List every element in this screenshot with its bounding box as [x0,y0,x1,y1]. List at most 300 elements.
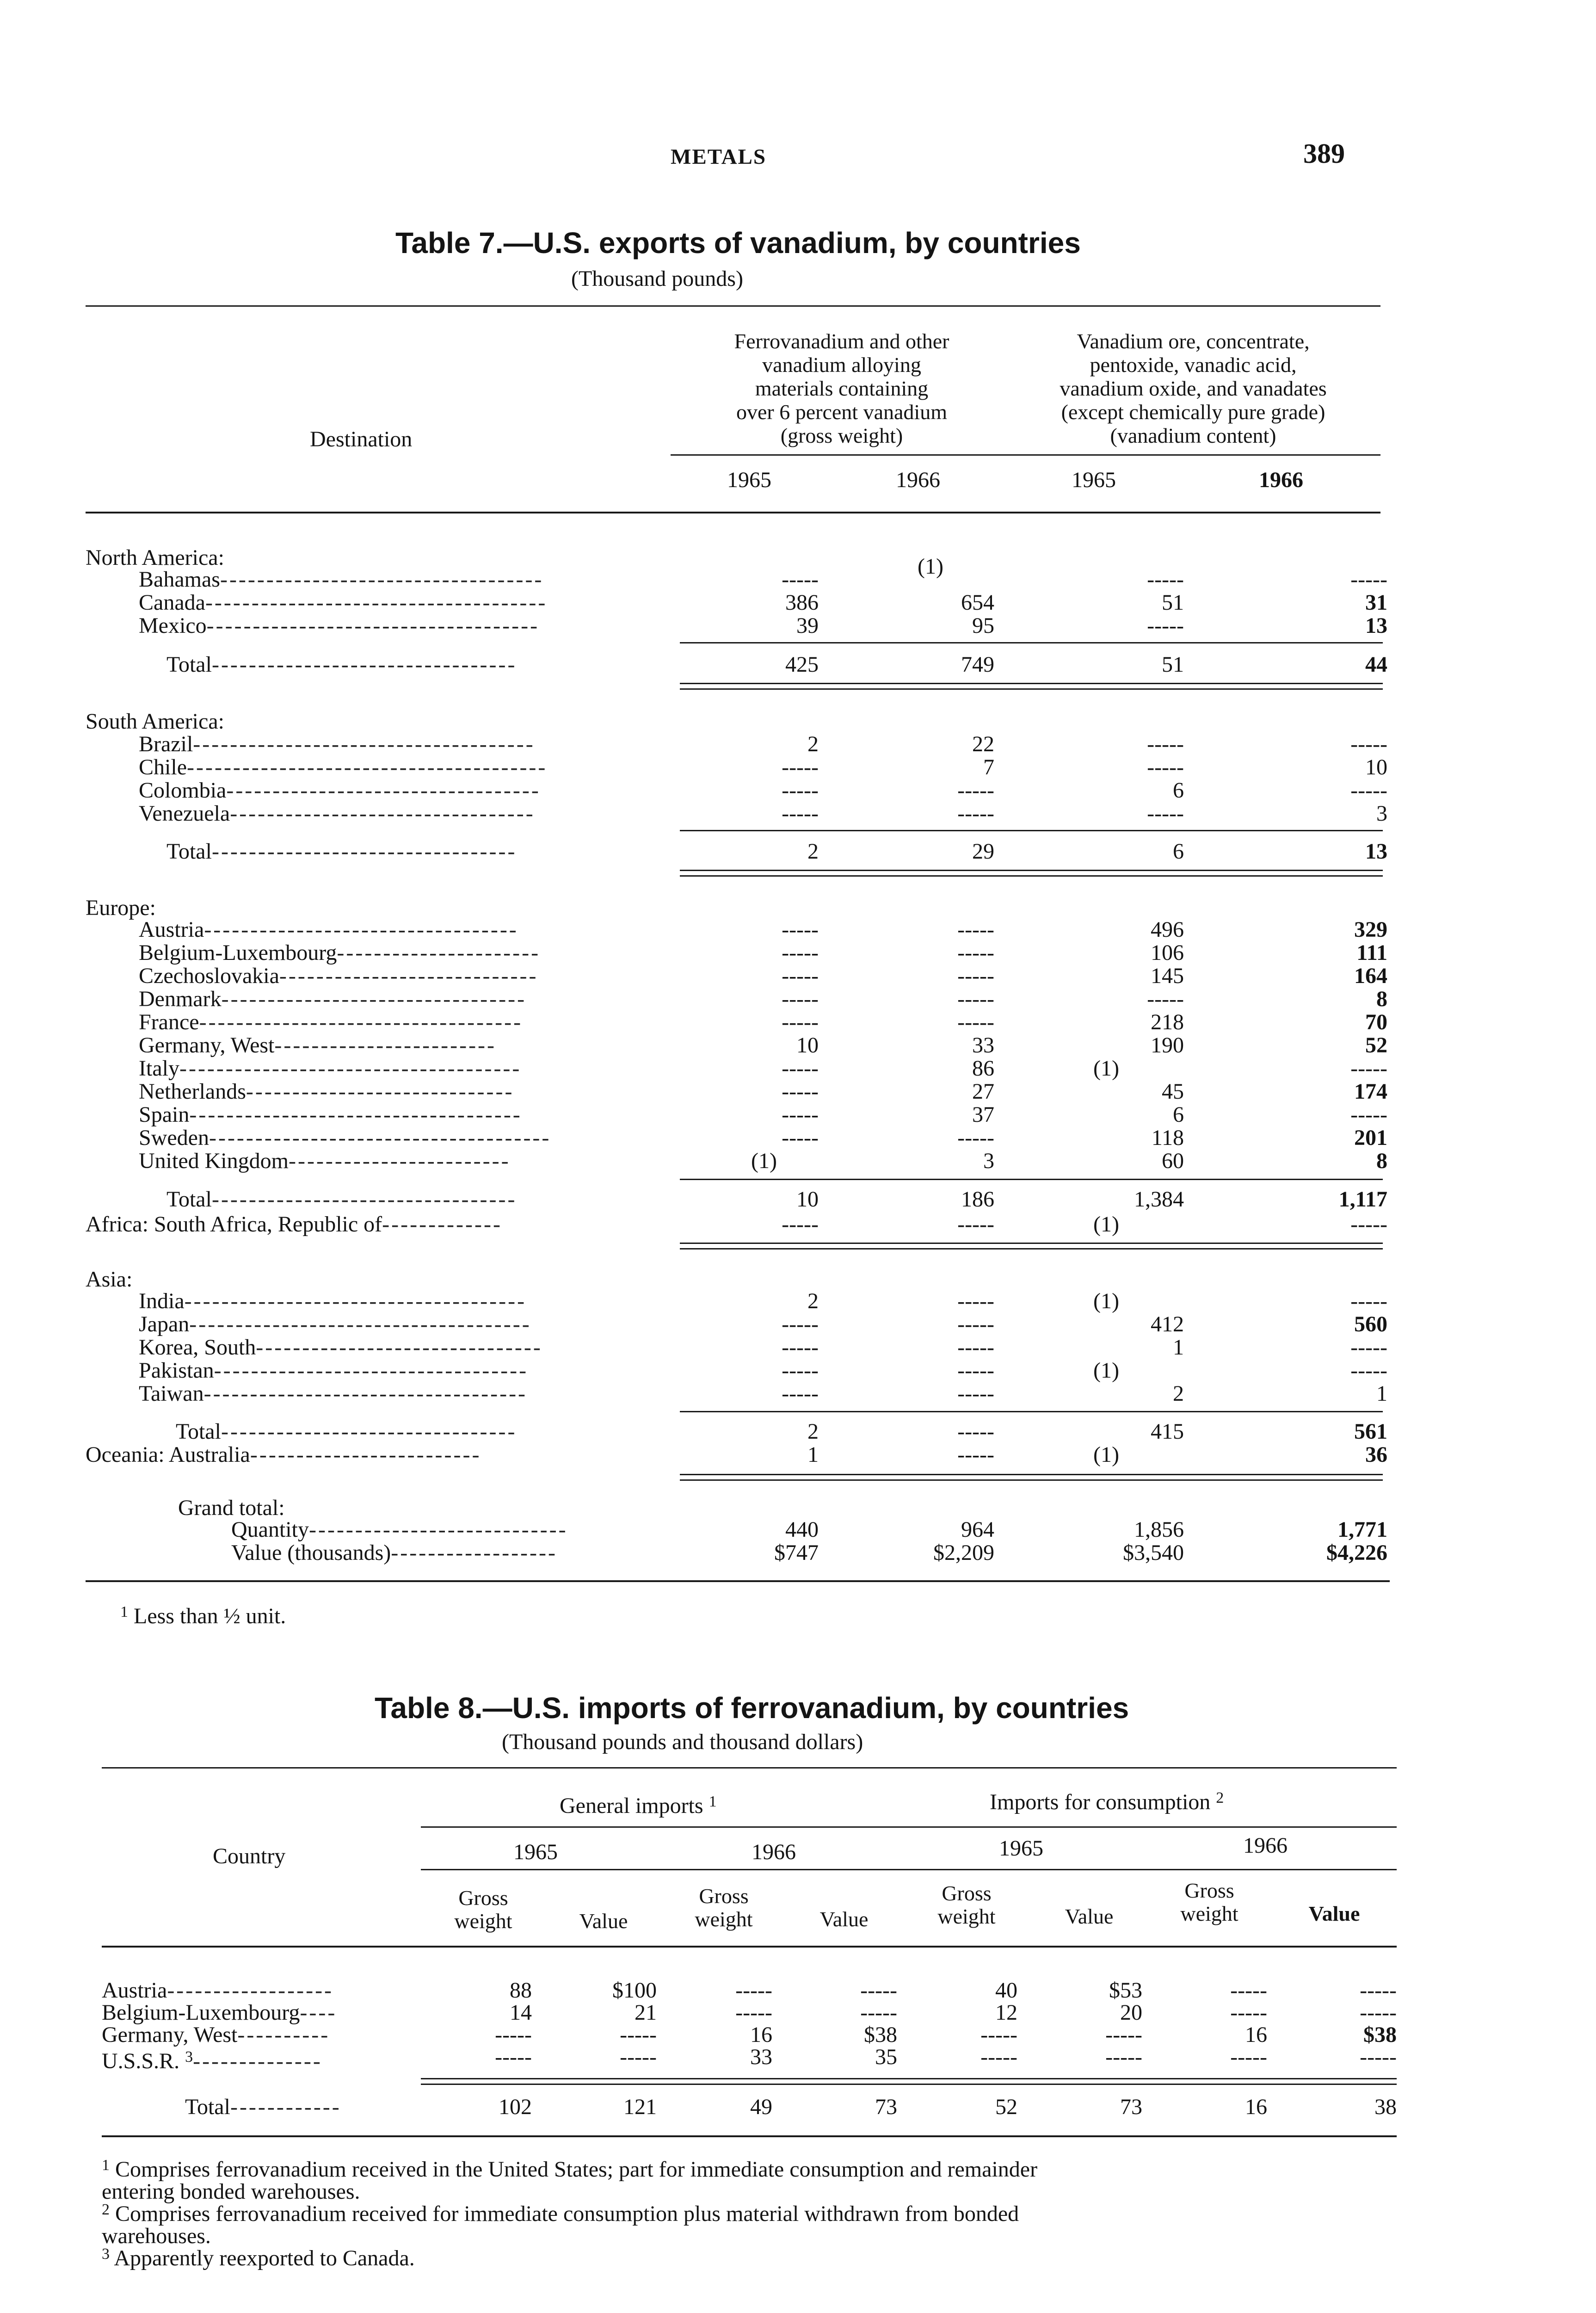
cell: ----- [495,2022,532,2047]
table-row: Italy------------------------------------- ----- 86 (1) ----- [139,1056,1387,1081]
cell: (1) [918,554,943,579]
cell: ----- [1147,613,1184,638]
cell: ----- [1105,2045,1142,2069]
table7-destination-header: Destination [310,427,413,451]
row-label: Belgium-Luxembourg [139,940,337,965]
col-group-2-line: (except chemically pure grade) [1061,400,1325,424]
gross-weight-line: weight [695,1907,753,1931]
cell: ----- [782,917,819,942]
row-label: Belgium-Luxembourg [102,2000,300,2025]
gross-weight-line: weight [454,1909,512,1933]
cell: ----- [1350,732,1387,756]
total-row: Total--------------------------------- 425 749 51 44 [166,652,1387,677]
col-group-1-line: vanadium alloying [762,353,921,377]
row-label: Total [166,652,212,677]
cell: ----- [957,940,994,965]
table-row: Africa: South Africa, Republic of------------- ----- ----- (1) ----- [86,1212,1387,1237]
cell: 21 [635,2000,657,2025]
cell: $2,209 [933,1540,994,1565]
cell: (1) [1093,1358,1119,1383]
cell: $4,226 [1326,1540,1387,1565]
total-rule [680,688,1383,690]
cell: 164 [1354,964,1387,988]
table8-footnote [102,2201,1019,2226]
row-label: Value (thousands) [231,1540,391,1565]
region-label: Asia: [86,1267,133,1292]
row-label: France [139,1010,199,1034]
cell: ----- [957,1289,994,1313]
total-row: Total--------------------------------- 10 186 1,384 1,117 [166,1187,1387,1212]
region-label: South America: [86,709,224,734]
cell: 1 [807,1442,819,1467]
cell: ----- [1147,801,1184,826]
gross-weight-header [927,1882,1006,1928]
cell: 412 [1151,1312,1184,1336]
col-group-2-line: (vanadium content) [1110,424,1276,447]
row-label: Total [185,2095,230,2119]
row-label: Sweden [139,1126,209,1150]
table-row: Germany, West---------- ----- ----- 16 $38 ----- ----- 16 $38 [102,2022,1397,2047]
col-group-1-line: materials containing [755,377,929,400]
table-row: Netherlands----------------------------- ----- 27 45 174 [139,1079,1387,1104]
cell: 44 [1365,652,1387,677]
cell: (1) [1093,1442,1119,1467]
table-row: Sweden------------------------------------- ----- ----- 118 201 [139,1126,1387,1150]
cell: 2 [807,732,819,756]
table-row: France----------------------------------- ----- ----- 218 70 [139,1010,1387,1034]
cell: ----- [782,964,819,988]
table-row: Chile--------------------------------------- ----- 7 ----- 10 [139,755,1387,779]
row-label: Denmark [139,987,222,1011]
table-row: Spain------------------------------------ ----- 37 6 ----- [139,1102,1387,1127]
value-header: Value [1308,1902,1360,1925]
cell: 425 [785,652,819,677]
cell: $100 [612,1978,657,2003]
table8-group-rule [421,1826,1397,1828]
total-rule [680,875,1383,877]
cell: 29 [972,839,994,864]
row-label: Germany, West [139,1033,275,1058]
cell: ----- [860,1978,897,2003]
row-label: United Kingdom [139,1149,289,1173]
cell: ----- [1147,987,1184,1011]
cell: 3 [983,1149,994,1173]
table7-year-rule [671,454,1380,456]
row-label: Mexico [139,613,207,638]
cell: 27 [972,1079,994,1104]
total-rule [680,683,1383,684]
cell: 22 [972,732,994,756]
row-label: Bahamas [139,567,220,592]
cell: 51 [1162,652,1184,677]
value-header: Value [579,1909,628,1933]
row-label: Colombia [139,778,227,803]
cell: ----- [782,1312,819,1336]
cell: $38 [864,2022,897,2047]
cell: ----- [782,1358,819,1383]
cell: ----- [782,987,819,1011]
cell: (1) [751,1149,777,1173]
total-row: Total-------------------------------- 2 ----- 415 561 [176,1419,1387,1444]
total-rule [680,1243,1383,1244]
cell: 13 [1365,839,1387,864]
grand-total-row: Quantity---------------------------- 440 964 1,856 1,771 [231,1517,1387,1542]
cell: ----- [957,801,994,826]
cell: 13 [1365,613,1387,638]
col-group-2-line: pentoxide, vanadic acid, [1090,353,1297,377]
cell: 6 [1173,778,1184,803]
cell: 16 [1245,2022,1267,2047]
table-row: Austria------------------ 88 $100 ----- ----- 40 $53 ----- ----- [102,1978,1397,2003]
table-row: Japan------------------------------------- ----- ----- 412 560 [139,1312,1387,1336]
cell: ----- [1360,2000,1397,2025]
cell: ----- [1147,567,1184,592]
cell: ----- [782,755,819,779]
cell: 174 [1354,1079,1387,1104]
cell: 749 [961,652,994,677]
cell: 1,117 [1338,1187,1387,1212]
cell: ----- [957,1312,994,1336]
row-label: Germany, West [102,2022,238,2047]
total-rule [680,1474,1383,1475]
grand-total-label: Grand total: [178,1496,285,1520]
general-imports-header [560,1793,717,1818]
cell: 86 [972,1056,994,1081]
cell: 20 [1120,2000,1142,2025]
row-label: Austria [139,917,204,942]
cell: ----- [957,1126,994,1150]
table7-title: Table 7.—U.S. exports of vanadium, by countries [395,226,1081,260]
cell: $3,540 [1123,1540,1184,1565]
table-row: U.S.S.R. $^3$-------------- ----- ----- 33 35 ----- ----- ----- ----- [102,2045,1397,2073]
table-row: Austria---------------------------------- ----- ----- 496 329 [139,917,1387,942]
cell: ----- [957,1381,994,1406]
cell: 10 [796,1033,819,1058]
cell: 190 [1151,1033,1184,1058]
cell: 51 [1162,590,1184,615]
table8-top-rule [102,1767,1397,1769]
cell: ----- [620,2045,657,2069]
cell: 16 [750,2022,772,2047]
table7-col-group-2 [999,329,1387,447]
cell: 3 [1376,801,1387,826]
cell: 52 [1365,1033,1387,1058]
year-header: 1965 [999,1836,1043,1861]
cell: 73 [875,2095,897,2119]
table8-bottom-rule [102,2135,1397,2137]
cell: 52 [995,2095,1017,2119]
year-header: 1966 [1259,468,1303,492]
cell: ----- [1350,1289,1387,1313]
cell: 39 [796,613,819,638]
row-label: Czechoslovakia [139,964,279,988]
cell: ----- [735,1978,772,2003]
row-label: Total [176,1419,221,1444]
table-row: India------------------------------------- 2 ----- (1) ----- [139,1289,1387,1313]
row-label: Total [166,839,212,864]
general-imports-label: General imports [560,1794,703,1818]
cell: ----- [620,2022,657,2047]
gross-weight-line: Gross [458,1886,508,1910]
cell: ----- [782,778,819,803]
cell: ----- [782,567,819,592]
col-group-1-line: Ferrovanadium and other [734,329,949,353]
cell: 1,771 [1337,1517,1387,1542]
cell: $53 [1109,1978,1142,2003]
cell: ----- [782,1102,819,1127]
cell: (1) [1093,1056,1119,1081]
table7-header-bottom-rule [86,512,1380,513]
cell: ----- [735,2000,772,2025]
cell: $747 [774,1540,819,1565]
footnote-mark: 3 [185,2048,193,2066]
cell: ----- [495,2045,532,2069]
footnote-mark: 3 [102,2245,110,2263]
cell: ----- [1350,1056,1387,1081]
cell: 14 [510,2000,532,2025]
imports-consumption-label: Imports for consumption [990,1790,1211,1814]
cell: ----- [1350,567,1387,592]
cell: 415 [1151,1419,1184,1444]
year-header: 1966 [1243,1833,1288,1858]
table8-title: Table 8.—U.S. imports of ferrovanadium, by countries [375,1691,1129,1725]
cell: 70 [1365,1010,1387,1034]
cell: ----- [1350,1335,1387,1360]
cell: 121 [623,2095,657,2119]
row-label: Austria [102,1978,167,2003]
cell: 8 [1376,987,1387,1011]
cell: ----- [957,1010,994,1034]
table-row: Canada------------------------------------- 386 654 51 31 [139,590,1387,615]
footnote-continuation: entering bonded warehouses. [102,2179,360,2204]
table-row: Denmark--------------------------------- ----- ----- ----- 8 [139,987,1387,1011]
subtotal-rule [680,830,1383,831]
table7-bottom-rule [86,1580,1390,1582]
cell: 2 [807,1289,819,1313]
table8-header-bottom-rule [102,1946,1397,1948]
table7-footnote [120,1603,286,1629]
footnote-mark: 1 [120,1603,128,1620]
cell: 33 [750,2045,772,2069]
col-group-1-line: (gross weight) [780,424,903,447]
footnote-text: Comprises ferrovanadium received in the United States; part for immediate consumption and remainder [115,2157,1038,2182]
year-header: 1965 [727,468,771,492]
cell: ----- [1360,1978,1397,2003]
cell: 561 [1354,1419,1387,1444]
footnote-mark: 1 [102,2157,110,2174]
cell: 440 [785,1517,819,1542]
cell: 88 [510,1978,532,2003]
cell: 35 [875,2045,897,2069]
grand-total-row: Value (thousands)------------------ $747 $2,209 $3,540 $4,226 [231,1540,1387,1565]
cell: ----- [957,1212,994,1237]
table7-top-rule [86,305,1380,307]
cell: 964 [961,1517,994,1542]
total-row: Total------------ 102 121 49 73 52 73 16 38 [185,2095,1397,2119]
table8-country-header: Country [213,1844,286,1868]
year-header: 1966 [752,1840,796,1864]
col-group-2-line: Vanadium ore, concentrate, [1077,329,1310,353]
cell: 73 [1120,2095,1142,2119]
cell: 45 [1162,1079,1184,1104]
cell: 1,384 [1134,1187,1184,1212]
cell: ----- [980,2045,1017,2069]
row-label: Taiwan [139,1381,204,1406]
table-row: Korea, South------------------------------- ----- ----- 1 ----- [139,1335,1387,1360]
cell: 2 [1173,1381,1184,1406]
gross-weight-line: weight [937,1905,996,1928]
page-number: 389 [1303,138,1345,169]
row-label: Quantity [231,1517,309,1542]
cell: (1) [1093,1212,1119,1237]
cell: ----- [782,1381,819,1406]
cell: ----- [782,801,819,826]
cell: 37 [972,1102,994,1127]
year-header: 1965 [1072,468,1116,492]
cell: ----- [782,1335,819,1360]
table-row: Venezuela--------------------------------- ----- ----- ----- 3 [139,801,1387,826]
value-header: Value [820,1907,869,1931]
row-label: Venezuela [139,801,230,826]
cell: 49 [750,2095,772,2119]
cell: 10 [1365,755,1387,779]
cell: ----- [957,964,994,988]
table7-col-group-1 [666,329,1017,447]
running-title: METALS [671,145,766,169]
cell: 10 [796,1187,819,1212]
cell: ----- [782,1126,819,1150]
cell: 496 [1151,917,1184,942]
cell: 16 [1245,2095,1267,2119]
cell: 102 [499,2095,532,2119]
cell: 8 [1376,1149,1387,1173]
table8-year-rule [421,1869,1397,1870]
col-group-1-line: over 6 percent vanadium [736,400,947,424]
row-label: Japan [139,1312,190,1336]
cell: ----- [782,1010,819,1034]
cell: 2 [807,1419,819,1444]
cell: ----- [957,1419,994,1444]
cell: ----- [957,1358,994,1383]
footnote-text: Comprises ferrovanadium received for immediate consumption plus material withdrawn from bonded [115,2202,1019,2226]
total-row: Total--------------------------------- 2 29 6 13 [166,839,1387,864]
cell: $38 [1363,2022,1397,2047]
cell: 145 [1151,964,1184,988]
cell: 1 [1376,1381,1387,1406]
row-label: Total [166,1187,212,1212]
cell: 654 [961,590,994,615]
cell: ----- [782,1056,819,1081]
row-label: India [139,1289,185,1313]
footnote-mark: 1 [709,1793,717,1810]
cell: (1) [1093,1289,1119,1313]
row-label: Spain [139,1102,190,1127]
row-label: U.S.S.R. [102,2049,180,2073]
cell: ----- [860,2000,897,2025]
imports-consumption-header [990,1789,1224,1815]
gross-weight-header [1170,1879,1249,1925]
region-label: North America: [86,545,224,570]
cell: 6 [1173,839,1184,864]
cell: ----- [1350,1358,1387,1383]
table-row: Belgium-Luxembourg---------------------- ----- ----- 106 111 [139,940,1387,965]
gross-weight-header [444,1886,523,1933]
gross-weight-line: Gross [1184,1879,1234,1902]
cell: 386 [785,590,819,615]
cell: 218 [1151,1010,1184,1034]
year-header: 1966 [896,468,940,492]
subtotal-rule [421,2084,1397,2085]
cell: ----- [980,2022,1017,2047]
cell: ----- [1360,2045,1397,2069]
table-row: Mexico------------------------------------ 39 95 ----- 13 [139,613,1387,638]
cell: 186 [961,1187,994,1212]
cell: ----- [1230,1978,1267,2003]
cell: ----- [1105,2022,1142,2047]
footnote-continuation: warehouses. [102,2224,211,2248]
year-header: 1965 [513,1840,558,1864]
cell: 1,856 [1134,1517,1184,1542]
footnote-text: Less than ½ unit. [134,1604,286,1628]
cell: 7 [983,755,994,779]
cell: ----- [957,1335,994,1360]
table-row: Oceania: Australia------------------------- 1 ----- (1) 36 [86,1442,1387,1467]
cell: 6 [1173,1102,1184,1127]
footnote-text: Apparently reexported to Canada. [114,2246,415,2270]
subtotal-rule [680,1179,1383,1180]
total-rule [680,1248,1383,1249]
cell: ----- [1350,1212,1387,1237]
cell: ----- [957,917,994,942]
cell: 95 [972,613,994,638]
table-row: Germany, West------------------------ 10 33 190 52 [139,1033,1387,1058]
cell: ----- [957,778,994,803]
total-rule [680,870,1383,871]
table-row: United Kingdom------------------------ (1) 3 60 8 [139,1149,1387,1173]
value-header: Value [1065,1905,1114,1928]
total-rule [680,1479,1383,1481]
cell: ----- [1350,778,1387,803]
row-label: Italy [139,1056,179,1081]
footnote-mark: 2 [1216,1789,1224,1806]
cell: 33 [972,1033,994,1058]
cell: 36 [1365,1442,1387,1467]
row-label: Netherlands [139,1079,246,1104]
row-label: Africa: South Africa, Republic of [86,1212,382,1237]
cell: ----- [782,940,819,965]
gross-weight-header [684,1885,763,1931]
cell: ----- [782,1079,819,1104]
cell: 1 [1173,1335,1184,1360]
subtotal-rule [680,1411,1383,1412]
subtotal-rule [680,642,1383,643]
cell: ----- [1230,2045,1267,2069]
cell: ----- [1350,1102,1387,1127]
table-row: Brazil------------------------------------- 2 22 ----- ----- [139,732,1387,756]
table-row: Bahamas----------------------------------- ----- (1) ----- ----- [139,554,1387,592]
table7-subtitle: (Thousand pounds) [571,266,743,291]
table-row: Czechoslovakia---------------------------- ----- ----- 145 164 [139,964,1387,988]
table-row: Belgium-Luxembourg---- 14 21 ----- ----- 12 20 ----- ----- [102,2000,1397,2025]
cell: ----- [1230,2000,1267,2025]
cell: 60 [1162,1149,1184,1173]
table-row: Colombia---------------------------------- ----- ----- 6 ----- [139,778,1387,803]
cell: 201 [1354,1126,1387,1150]
cell: 560 [1354,1312,1387,1336]
cell: ----- [782,1212,819,1237]
table-row: Taiwan----------------------------------- ----- ----- 2 1 [139,1381,1387,1406]
table-row: Pakistan---------------------------------- ----- ----- (1) ----- [139,1358,1387,1383]
